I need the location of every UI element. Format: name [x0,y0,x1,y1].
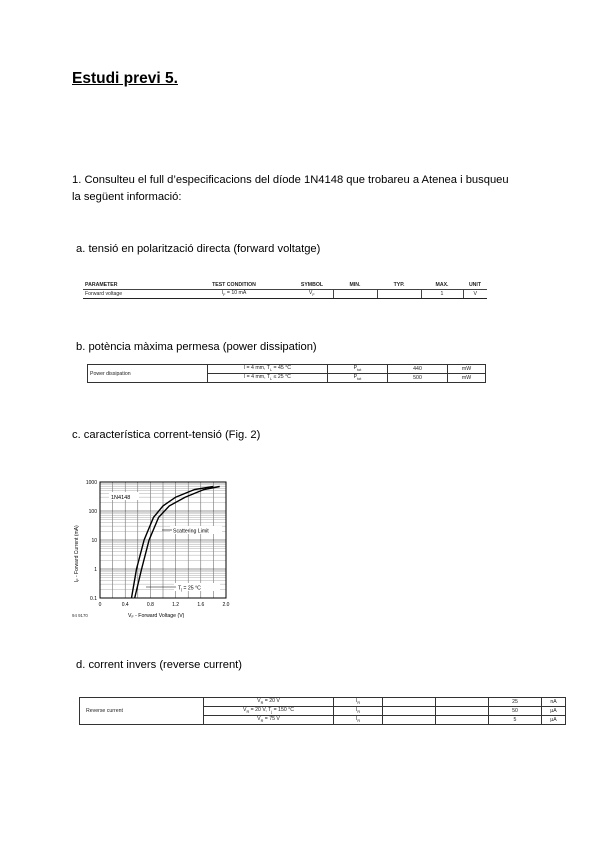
x-tick-label: 1.6 [197,602,205,608]
page-title: Estudi previ 5. [72,70,178,87]
symbol-subscript: F [312,293,315,298]
y-tick-label: 10 [91,538,97,544]
section-a-heading: a. tensió en polarització directa (forward voltatge) [76,243,321,255]
parameter-cell: Reverse current [80,698,204,725]
ylabel-subscript: F [76,578,81,581]
header-cell: TYP. [377,281,421,290]
table-row [83,290,487,299]
question-1: 1. Consulteu el full d’especificacions del díode 1N4148 que trobareu a Atenea i busqueu la següent informació: [72,174,509,203]
x-tick-label: 0 [98,602,102,608]
parameter-cell: Power dissipation [88,365,208,383]
table-row [88,365,486,374]
section-d-heading: d. corrent invers (reverse current) [76,659,242,671]
symbol-subscript: R [357,701,361,706]
symbol-subscript: R [357,710,361,715]
condition-cell [208,365,328,374]
symbol-subscript: tot [357,368,362,373]
xlabel-subscript: F [131,615,134,620]
condition-text: l = 4 mm, T [243,365,270,372]
cond-value: = 20 V, T [249,707,272,714]
max-cell: 1 [421,290,463,299]
symbol-cell [328,365,388,374]
cond-temp-value: = 150 °C [272,707,294,714]
temp-label [178,586,201,592]
header-cell: UNIT [463,281,487,290]
symbol-letter: V [308,290,313,297]
condition-cell [204,716,334,725]
header-cell: TEST CONDITION [177,281,291,290]
unit-cell: µA [542,707,566,716]
cond-subscript: R [260,701,264,706]
table-row [80,698,566,707]
condition-cell [204,707,334,716]
symbol-letter: P [353,365,358,372]
power-dissipation-table [87,364,486,383]
scattering-limit-label: Scattering Limit [173,528,209,535]
symbol-subscript: tot [357,377,362,382]
typ-cell [436,707,489,716]
max-cell: 5 [489,716,542,725]
iv-characteristic-chart [70,474,240,622]
header-cell: MIN. [333,281,377,290]
figure-code: 94 9170 [72,613,88,618]
symbol-cell [334,707,383,716]
unit-cell: µA [542,716,566,725]
condition-subscript: F [223,293,226,298]
y-tick-label: 100 [88,509,97,515]
forward-voltage-table [83,281,487,299]
y-axis-label [74,525,80,582]
unit-cell: mW [448,365,486,374]
y-tick-label: 0.1 [90,596,97,602]
header-cell: PARAMETER [83,281,177,290]
temp-symbol: T [178,585,182,592]
min-cell [333,290,377,299]
temp-value: = 25 °C [181,585,201,592]
symbol-subscript: R [357,719,361,724]
unit-cell: V [463,290,487,299]
typ-cell [436,716,489,725]
cond-subscript: R [260,719,264,724]
cond-symbol: V [257,716,261,723]
condition-symbol: I [221,290,224,297]
condition-subscript: L [269,368,273,373]
cond-temp-subscript: j [271,710,273,715]
ylabel-text: - Forward Current (mA) [74,525,80,579]
x-tick-label: 1.2 [172,602,180,608]
min-cell [383,698,436,707]
symbol-letter: I [355,716,358,723]
cond-subscript: R [246,710,250,715]
min-cell [383,707,436,716]
cond-value: = 75 V [263,716,280,723]
condition-cell [208,374,328,383]
symbol-letter: P [353,374,358,381]
unit-cell: nA [542,698,566,707]
symbol-cell [291,290,333,299]
cond-symbol: V [257,698,261,705]
symbol-cell [334,698,383,707]
series-line-1 [132,487,214,599]
x-tick-label: 0.4 [121,602,129,608]
y-tick-label: 1 [94,567,97,573]
value-cell: 440 [388,365,448,374]
part-label: 1N4148 [111,495,131,501]
symbol-cell [334,716,383,725]
reverse-current-table [79,697,566,725]
typ-cell [436,698,489,707]
temp-subscript: j [181,587,182,592]
condition-subscript: L [270,377,273,382]
series-line-2 [135,487,220,599]
condition-value: = 45 °C [272,365,292,372]
ylabel-symbol: I [74,580,80,582]
x-axis-label [128,613,185,619]
xlabel-symbol: V [128,613,132,619]
condition-text: l = 4 mm, T [244,374,271,381]
condition-value: = 10 mA [225,290,247,297]
max-cell: 25 [489,698,542,707]
section-b-heading: b. potència màxima permesa (power dissipation) [76,341,317,353]
xlabel-text: - Forward Voltage (V) [133,613,185,619]
cond-value: = 20 V [263,698,280,705]
x-tick-label: 0.8 [146,602,154,608]
symbol-letter: I [355,707,358,714]
table-header-row [83,281,487,290]
condition-value: ≤ 25 °C [272,374,291,381]
symbol-letter: I [355,698,358,705]
max-cell: 50 [489,707,542,716]
header-cell: MAX. [421,281,463,290]
symbol-cell [328,374,388,383]
unit-cell: mW [448,374,486,383]
condition-cell [177,290,291,299]
value-cell: 500 [388,374,448,383]
typ-cell [377,290,421,299]
y-tick-label: 1000 [85,480,97,486]
parameter-cell: Forward voltage [83,290,177,299]
section-c-heading: c. característica corrent-tensió (Fig. 2) [72,429,261,441]
min-cell [383,716,436,725]
header-cell: SYMBOL [291,281,333,290]
cond-symbol: V [243,707,247,714]
condition-cell [204,698,334,707]
x-tick-label: 2.0 [222,602,230,608]
